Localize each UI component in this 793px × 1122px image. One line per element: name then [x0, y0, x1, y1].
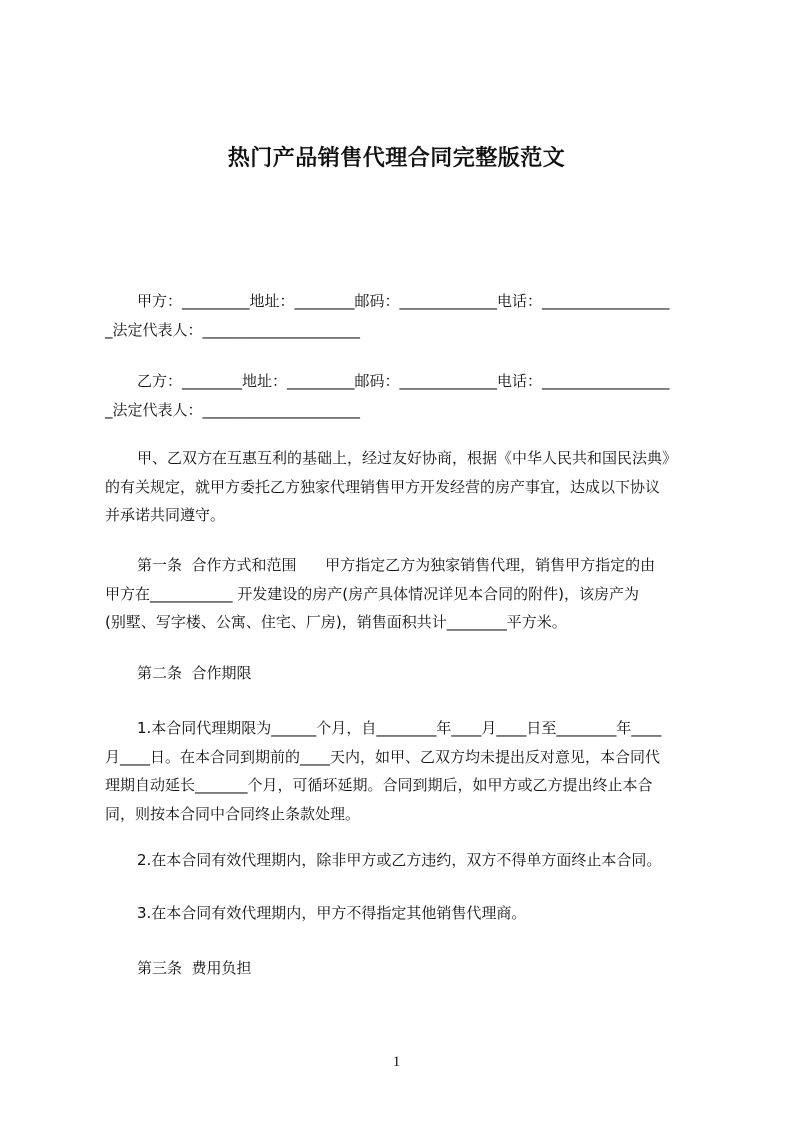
party-a-info [105, 287, 705, 344]
article-1 [105, 551, 705, 637]
text-line: 月____日。在本合同到期前的____天内，如甲、乙双方均未提出反对意见，本合同代 [105, 747, 661, 766]
article-2-clause-2 [105, 846, 705, 875]
text-line: 理期自动延长_______个月，可循环延期。合同到期后，如甲方或乙方提出终止本合 [105, 776, 653, 794]
article-3-heading [105, 954, 705, 983]
article-2-clause-3 [105, 899, 705, 928]
page-number: 1 [392, 1054, 401, 1070]
text-line: 第三条 费用负担 [137, 959, 252, 977]
text-line: 2.在本合同有效代理期内，除非甲方或乙方违约，双方不得单方面终止本合同。 [137, 851, 662, 869]
text-line: 甲方在___________ 开发建设的房产(房产具体情况详见本合同的附件)，该房产为 [105, 584, 639, 603]
text-line: _法定代表人：_____________________ [105, 400, 361, 419]
text-line: 同，则按本合同中合同终止条款处理。 [105, 804, 361, 823]
text-line: 乙方：________地址：_________邮码：_____________电话：_________________ [137, 372, 670, 390]
preamble-paragraph [105, 444, 705, 530]
text-line: 1.本合同代理期限为______个月，自________年____月____日至________年____ [137, 719, 662, 737]
text-line: _法定代表人：_____________________ [105, 320, 361, 339]
text-line: 甲、乙双方在互惠互利的基础上，经过友好协商，根据《中华人民共和国民法典》 [137, 449, 678, 467]
text-line: 3.在本合同有效代理期内，甲方不得指定其他销售代理商。 [137, 904, 527, 922]
text-line: 甲方：_________地址：________邮码：_____________电话：_________________ [137, 292, 670, 310]
article-2-clause-1 [105, 714, 705, 828]
party-b-info [105, 367, 705, 424]
text-line: (别墅、写字楼、公寓、住宅、厂房)，销售面积共计________平方米。 [105, 613, 567, 631]
text-line: 第二条 合作期限 [137, 664, 252, 682]
text-line: 的有关规定，就甲方委托乙方独家代理销售甲方开发经营的房产事宜，达成以下协议 [105, 477, 661, 496]
document-title: 热门产品销售代理合同完整版范文 [227, 146, 566, 171]
text-line: 并承诺共同遵守。 [105, 506, 226, 524]
article-2-heading [105, 659, 705, 688]
text-line: 第一条 合作方式和范围 甲方指定乙方为独家销售代理，销售甲方指定的由 [137, 556, 656, 574]
